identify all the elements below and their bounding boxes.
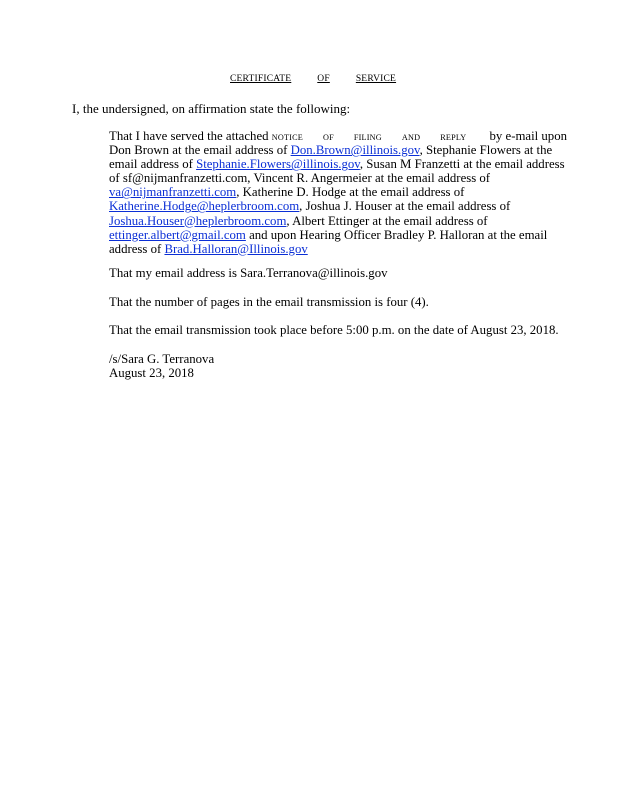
text: of sf@nijmanfranzetti.com bbox=[109, 171, 248, 186]
heading-word: SERVICE bbox=[355, 74, 397, 84]
signature: /s/Sara G. Terranova bbox=[109, 352, 215, 366]
doc-word: FILING bbox=[353, 133, 382, 142]
text: Don Brown at the email address of bbox=[109, 143, 288, 158]
text: , Katherine D. Hodge at the email address of bbox=[236, 185, 465, 200]
time-statement: That the email transmission took place before 5:00 p.m. on the date of August 23, 2018. bbox=[109, 323, 559, 337]
pages-statement: That the number of pages in the email transmission is four (4). bbox=[109, 295, 429, 309]
email-link-katherine-hodge[interactable]: Katherine.Hodge@heplerbroom.com bbox=[109, 199, 300, 214]
service-line-6 bbox=[109, 199, 579, 213]
text: , Albert Ettinger at the email address of bbox=[286, 213, 488, 228]
service-line-4 bbox=[109, 171, 579, 185]
text: , Susan M Franzetti at the email address bbox=[359, 157, 565, 172]
signature-block bbox=[109, 352, 214, 380]
email-link-brad-halloran[interactable]: Brad.Halloran@Illinois.gov bbox=[164, 241, 308, 256]
service-paragraph bbox=[109, 129, 579, 256]
service-line-1 bbox=[109, 129, 579, 143]
text: address of bbox=[109, 241, 162, 256]
email-link-don-brown[interactable]: Don.Brown@illinois.gov bbox=[290, 143, 420, 158]
email-statement: That my email address is Sara.Terranova@illinois.gov bbox=[109, 266, 388, 280]
text: , Joshua J. Houser at the email address of bbox=[299, 199, 511, 214]
email-link-stephanie-flowers[interactable]: Stephanie.Flowers@illinois.gov bbox=[196, 157, 360, 172]
email-link-albert-ettinger[interactable]: ettinger.albert@gmail.com bbox=[109, 227, 246, 242]
service-line-3 bbox=[109, 157, 579, 171]
doc-word: REPLY bbox=[440, 133, 467, 142]
service-line-9 bbox=[109, 242, 579, 256]
email-link-va[interactable]: va@nijmanfranzetti.com bbox=[109, 185, 237, 200]
signature-date: August 23, 2018 bbox=[109, 366, 194, 381]
text: email address of bbox=[109, 157, 193, 172]
doc-word: AND bbox=[401, 133, 421, 142]
by-email-text: by e-mail upon bbox=[489, 129, 568, 143]
text: , Stephanie Flowers at the bbox=[419, 143, 553, 158]
text: , Vincent R. Angermeier at the email address of bbox=[247, 171, 491, 186]
service-line-2 bbox=[109, 143, 579, 157]
certificate-heading bbox=[230, 74, 418, 84]
document-name bbox=[272, 133, 487, 142]
email-link-joshua-houser[interactable]: Joshua.Houser@heplerbroom.com bbox=[109, 213, 287, 228]
service-line-8 bbox=[109, 228, 579, 242]
service-line-7 bbox=[109, 214, 579, 228]
service-lead: That I have served the attached bbox=[109, 129, 269, 143]
doc-word: NOTICE bbox=[271, 133, 303, 142]
doc-word: OF bbox=[322, 133, 334, 142]
heading-word: CERTIFICATE bbox=[230, 74, 292, 84]
service-line-5 bbox=[109, 185, 579, 199]
heading-word: OF bbox=[317, 74, 330, 84]
text: and upon Hearing Officer Bradley P. Halloran at the email bbox=[245, 227, 548, 242]
intro-statement: I, the undersigned, on affirmation state the following: bbox=[72, 101, 351, 116]
